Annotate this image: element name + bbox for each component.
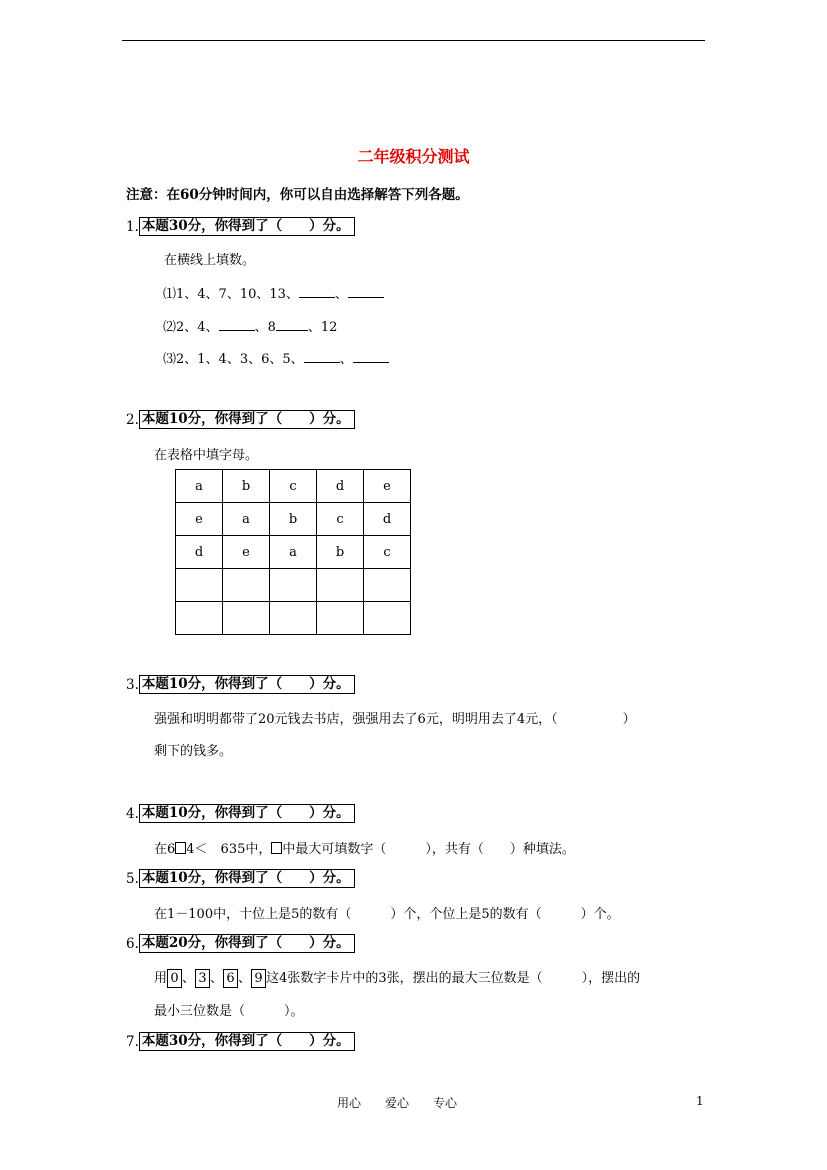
sub-number: ⑴ — [163, 287, 177, 302]
table-cell-empty[interactable] — [223, 569, 270, 602]
sequence-text: 、8 — [254, 320, 276, 335]
question-number: 7. — [126, 1034, 139, 1050]
question-5-header — [126, 869, 355, 889]
separator: 、 — [339, 352, 353, 367]
table-cell: c — [270, 470, 317, 503]
sequence-text: 1、4、7、10、13、 — [176, 287, 299, 302]
separator: 、 — [238, 971, 252, 986]
table-cell: d — [364, 503, 411, 536]
question-4-header — [126, 804, 355, 824]
answer-blank[interactable] — [353, 361, 389, 363]
letter-table — [175, 469, 411, 635]
score-box: 本题30分，你得到了（ ）分。 — [139, 1032, 355, 1051]
answer-blank[interactable] — [276, 329, 308, 331]
question-number: 2. — [126, 412, 139, 428]
table-cell: b — [223, 470, 270, 503]
table-cell: c — [317, 503, 364, 536]
q6-text-line-1 — [154, 967, 640, 988]
q6-text-line-2: 最小三位数是（ ）。 — [154, 1004, 304, 1019]
q1-instruction: 在横线上填数。 — [164, 253, 256, 268]
score-box: 本题30分，你得到了（ ）分。 — [139, 217, 355, 236]
score-box: 本题10分，你得到了（ ）分。 — [139, 410, 355, 429]
question-7-header — [126, 1032, 355, 1052]
instructions-note: 注意：在60分钟时间内，你可以自由选择解答下列各题。 — [126, 187, 469, 203]
sequence-text: 2、1、4、3、6、5、 — [176, 352, 304, 367]
table-row — [176, 536, 411, 569]
question-2-header — [126, 410, 355, 430]
page-title: 二年级积分测试 — [357, 147, 470, 166]
question-number: 6. — [126, 936, 139, 952]
question-6-header — [126, 934, 355, 954]
question-number: 1. — [126, 219, 139, 235]
table-cell-empty[interactable] — [317, 602, 364, 635]
table-cell: b — [270, 503, 317, 536]
answer-blank[interactable] — [219, 329, 255, 331]
score-box: 本题20分，你得到了（ ）分。 — [139, 934, 355, 953]
answer-blank[interactable] — [348, 296, 384, 298]
separator: 、 — [210, 971, 224, 986]
table-cell: a — [270, 536, 317, 569]
table-row — [176, 569, 411, 602]
q4-text-b: 4＜ 635中， — [186, 842, 272, 857]
table-row — [176, 503, 411, 536]
table-cell-empty[interactable] — [176, 602, 223, 635]
header-rule — [122, 40, 705, 41]
q6-pre: 用 — [154, 971, 168, 986]
answer-blank[interactable] — [304, 361, 340, 363]
question-number: 3. — [126, 677, 139, 693]
score-box: 本题10分，你得到了（ ）分。 — [139, 869, 355, 888]
q2-instruction: 在表格中填字母。 — [154, 448, 259, 463]
separator: 、 — [334, 287, 348, 302]
table-cell: a — [176, 470, 223, 503]
q3-text-line-2: 剩下的钱多。 — [154, 744, 233, 759]
sequence-text: 2、4、 — [176, 320, 219, 335]
question-1-header — [126, 217, 355, 237]
blank-square-icon — [175, 842, 186, 854]
question-3-header — [126, 675, 355, 695]
table-cell-empty[interactable] — [270, 569, 317, 602]
q5-text: 在1－100中，十位上是5的数有（ ）个，个位上是5的数有（ ）个。 — [154, 907, 620, 922]
table-cell: e — [223, 536, 270, 569]
question-number: 5. — [126, 871, 139, 887]
blank-square-icon — [271, 842, 282, 854]
sub-number: ⑵ — [163, 320, 177, 335]
q1-sequence-1 — [163, 283, 384, 302]
number-card: 0 — [167, 969, 182, 988]
table-cell-empty[interactable] — [364, 569, 411, 602]
table-cell: d — [317, 470, 364, 503]
number-card: 9 — [251, 969, 266, 988]
table-cell: a — [223, 503, 270, 536]
answer-blank[interactable] — [299, 296, 335, 298]
table-cell: e — [176, 503, 223, 536]
q1-sequence-2 — [163, 316, 337, 335]
table-row — [176, 602, 411, 635]
q1-sequence-3 — [163, 348, 389, 367]
q4-text-a: 在6 — [154, 842, 176, 857]
sequence-text: 、12 — [307, 320, 338, 335]
table-cell: c — [364, 536, 411, 569]
page-number: 1 — [696, 1094, 704, 1108]
table-cell-empty[interactable] — [176, 569, 223, 602]
question-number: 4. — [126, 806, 139, 822]
table-cell: b — [317, 536, 364, 569]
q4-text-c: 中最大可填数字（ ），共有（ ）种填法。 — [282, 842, 575, 857]
table-cell-empty[interactable] — [364, 602, 411, 635]
table-cell: d — [176, 536, 223, 569]
q4-text — [154, 838, 575, 857]
q6-post: 这4张数字卡片中的3张，摆出的最大三位数是（ ），摆出的 — [266, 971, 641, 986]
footer-motto: 用心 爱心 专心 — [337, 1096, 458, 1110]
table-cell-empty[interactable] — [223, 602, 270, 635]
table-cell-empty[interactable] — [317, 569, 364, 602]
table-row — [176, 470, 411, 503]
score-box: 本题10分，你得到了（ ）分。 — [139, 804, 355, 823]
sub-number: ⑶ — [163, 352, 177, 367]
table-cell: e — [364, 470, 411, 503]
number-card: 3 — [195, 969, 210, 988]
score-box: 本题10分，你得到了（ ）分。 — [139, 675, 355, 694]
q3-text-line-1: 强强和明明都带了20元钱去书店，强强用去了6元，明明用去了4元，（ ） — [154, 712, 636, 727]
separator: 、 — [182, 971, 196, 986]
number-card: 6 — [223, 969, 238, 988]
table-cell-empty[interactable] — [270, 602, 317, 635]
